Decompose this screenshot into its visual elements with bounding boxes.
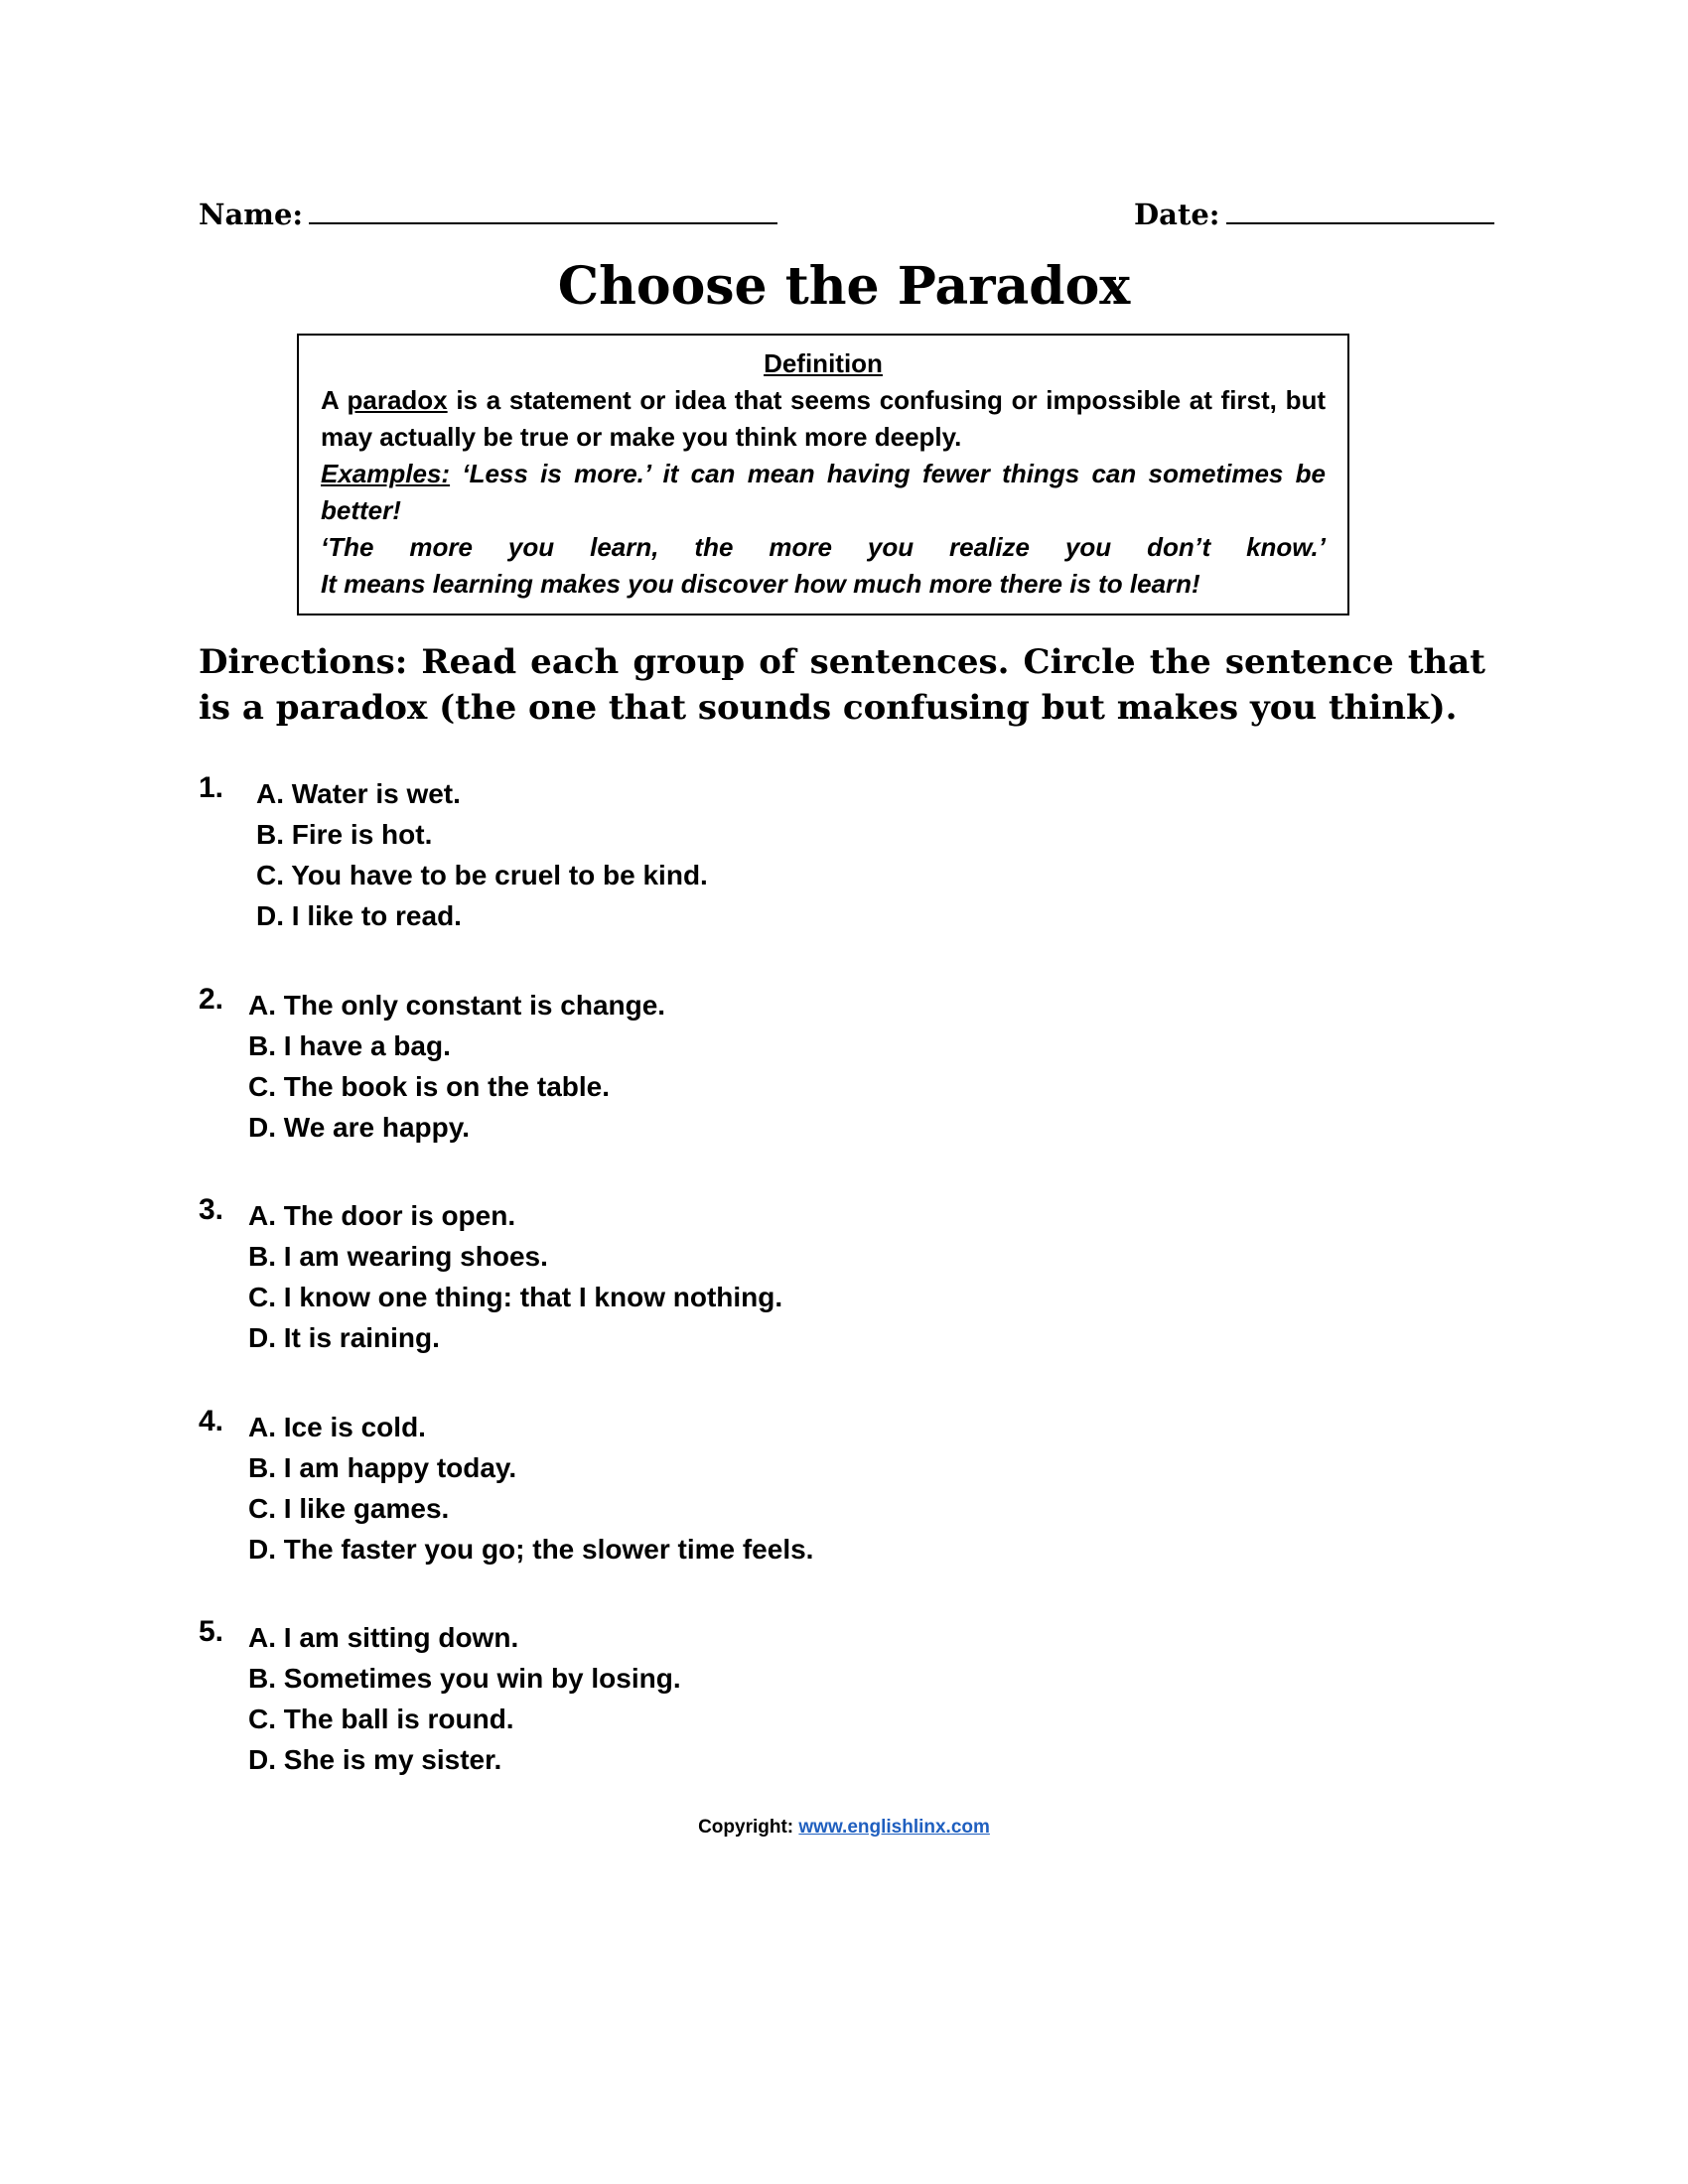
question-number: 1. <box>199 771 224 804</box>
option-list <box>248 1407 813 1570</box>
option-b[interactable]: B. I am wearing shoes. <box>248 1241 548 1272</box>
option-c[interactable]: C. The book is on the table. <box>248 1071 611 1102</box>
name-blank-line[interactable] <box>309 195 777 224</box>
date-label: Date: <box>1134 198 1220 231</box>
option-c[interactable]: C. The ball is round. <box>248 1704 514 1734</box>
option-a[interactable]: A. The only constant is change. <box>248 990 666 1021</box>
example-2-meaning: It means learning makes you discover how much more there is to learn! <box>321 569 1200 599</box>
option-a[interactable]: A. The door is open. <box>248 1200 516 1231</box>
option-c[interactable]: C. You have to be cruel to be kind. <box>256 860 708 890</box>
name-field <box>199 195 777 231</box>
option-d[interactable]: D. The faster you go; the slower time feels. <box>248 1534 814 1565</box>
question-number: 2. <box>199 983 224 1016</box>
example-2-quote: ‘The more you learn, the more you realize you don’t know.’ <box>321 532 1326 562</box>
option-b[interactable]: B. Sometimes you win by losing. <box>248 1663 681 1694</box>
option-a[interactable]: A. Ice is cold. <box>248 1412 426 1442</box>
option-c[interactable]: C. I know one thing: that I know nothing. <box>248 1282 783 1312</box>
name-label: Name: <box>199 198 304 231</box>
definition-heading: Definition <box>764 348 883 378</box>
example-1-text: ‘Less is more.’ it can mean having fewer things can sometimes be better! <box>321 459 1326 525</box>
definition-text-start: A <box>321 385 348 415</box>
option-d[interactable]: D. We are happy. <box>248 1112 471 1143</box>
examples-label: Examples: <box>321 459 451 488</box>
option-list <box>248 1617 681 1780</box>
option-list <box>248 1195 782 1358</box>
definition-box <box>297 334 1349 615</box>
copyright-label: Copyright: <box>698 1817 794 1838</box>
question-number: 5. <box>199 1615 224 1648</box>
date-field <box>1134 195 1494 231</box>
option-d[interactable]: D. She is my sister. <box>248 1744 502 1775</box>
option-c[interactable]: C. I like games. <box>248 1493 450 1524</box>
option-b[interactable]: B. I am happy today. <box>248 1452 517 1483</box>
option-a[interactable]: A. I am sitting down. <box>248 1622 519 1653</box>
option-list <box>256 773 708 936</box>
question-number: 3. <box>199 1193 224 1226</box>
option-d[interactable]: D. I like to read. <box>256 900 462 931</box>
example-1 <box>321 456 1326 529</box>
header-row <box>199 195 1489 238</box>
page-title: Choose the Paradox <box>557 256 1131 317</box>
definition-term: paradox <box>347 385 448 415</box>
date-blank-line[interactable] <box>1226 195 1494 224</box>
directions-text: Directions: Read each group of sentences. Circle the sentence that is a paradox (the one that sounds confusing but makes you think). <box>199 642 1485 728</box>
option-b[interactable]: B. Fire is hot. <box>256 819 433 850</box>
option-b[interactable]: B. I have a bag. <box>248 1030 451 1061</box>
definition-text-rest: is a statement or idea that seems confusing or impossible at first, but may actually be true or make you think more deeply. <box>321 385 1326 452</box>
definition-text <box>321 382 1326 456</box>
option-d[interactable]: D. It is raining. <box>248 1322 440 1353</box>
option-list <box>248 985 665 1148</box>
copyright-link[interactable]: www.englishlinx.com <box>798 1817 990 1838</box>
question-number: 4. <box>199 1405 224 1437</box>
copyright-footer <box>0 1817 1688 1839</box>
option-a[interactable]: A. Water is wet. <box>256 778 461 809</box>
